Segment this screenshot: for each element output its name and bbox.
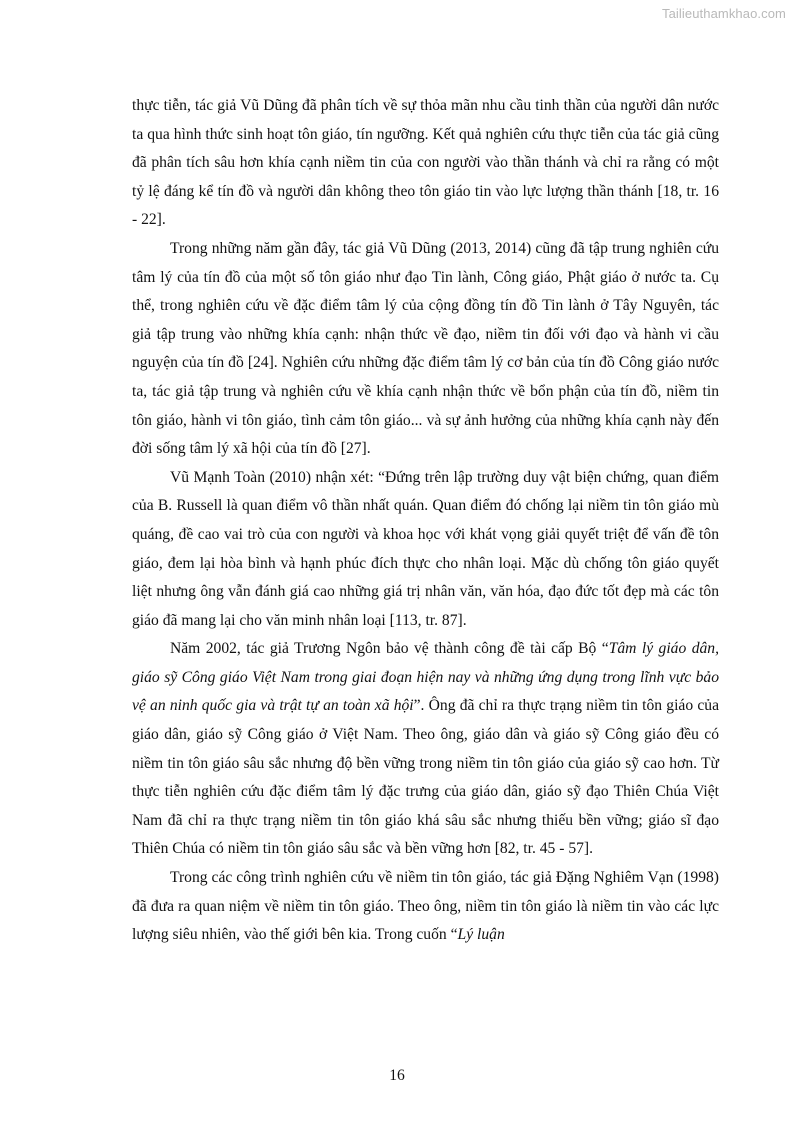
paragraph-3: Vũ Mạnh Toàn (2010) nhận xét: “Đứng trên lập trường duy vật biện chứng, quan điểm của B. Russell là quan điểm vô thần nhất quán. Quan điểm đó chống lại niềm tin tôn giáo mù quáng, đề cao vai trò của con người và khoa học với khát vọng giải quyết triệt để vấn đề tôn giáo, đem lại hòa bình và hạnh phúc đích thực cho nhân loại. Mặc dù chống tôn giáo quyết liệt nhưng ông vẫn đánh giá cao những giá trị nhân văn, văn hóa, đạo đức tốt đẹp mà các tôn giáo đã mang lại cho văn minh nhân loại [113, tr. 87]. — [132, 468, 719, 629]
document-body — [132, 92, 719, 950]
paragraph-4-text-after: ”. Ông đã chỉ ra thực trạng niềm tin tôn giáo của giáo dân, giáo sỹ Công giáo ở Việt Nam. Theo ông, giáo dân và giáo sỹ Công giáo đều có niềm tin tôn giáo sâu sắc nhưng độ bền vững trong niềm tin tôn giáo của giáo sỹ cao hơn. Từ thực tiễn nghiên cứu đặc điểm tâm lý đặc trưng của giáo dân, giáo sỹ đạo Thiên Chúa Việt Nam đã chỉ ra thực trạng niềm tin tôn giáo khá sâu sắc nhưng thiếu bền vững; giáo sĩ đạo Thiên Chúa có niềm tin tôn giáo sâu sắc và bền vững hơn [82, tr. 45 - 57]. — [132, 697, 719, 858]
paragraph-5 — [132, 864, 719, 950]
paragraph-4-title-italic: Tâm lý giáo dân, giáo sỹ Công giáo Việt Nam trong giai đoạn hiện nay và những ứng dụng trong lĩnh vực bảo vệ an ninh quốc gia và trật tự an toàn xã hội — [132, 640, 719, 715]
page-number: 16 — [389, 1067, 405, 1084]
paragraph-4-text-before: Năm 2002, tác giả Trương Ngôn bảo vệ thành công đề tài cấp Bộ “ — [170, 640, 609, 658]
paragraph-5-text-before: Trong các công trình nghiên cứu về niềm tin tôn giáo, tác giả Đặng Nghiêm Vạn (1998) đã đưa ra quan niệm về niềm tin tôn giáo. Theo ông, niềm tin tôn giáo là niềm tin vào các lực lượng siêu nhiên, vào thế giới bên kia. Trong cuốn “ — [132, 869, 719, 944]
paragraph-1: thực tiễn, tác giả Vũ Dũng đã phân tích về sự thỏa mãn nhu cầu tinh thần của người dân nước ta qua hình thức sinh hoạt tôn giáo, tín ngưỡng. Kết quả nghiên cứu thực tiễn của tác giả cũng đã phân tích sâu hơn khía cạnh niềm tin của con người vào thần thánh và chỉ ra rằng có một tỷ lệ đáng kể tín đồ và người dân không theo tôn giáo tin vào lực lượng thần thánh [18, tr. 16 - 22]. — [132, 97, 719, 229]
paragraph-4 — [132, 635, 719, 864]
watermark: Tailieuthamkhao.com — [661, 6, 786, 21]
paragraph-5-title-italic: Lý luận — [457, 926, 505, 944]
paragraph-2: Trong những năm gần đây, tác giả Vũ Dũng (2013, 2014) cũng đã tập trung nghiên cứu tâm lý của tín đồ của một số tôn giáo như đạo Tin lành, Công giáo, Phật giáo ở nước ta. Cụ thể, trong nghiên cứu về đặc điểm tâm lý của cộng đồng tín đồ Tin lành ở Tây Nguyên, tác giả tập trung vào những khía cạnh: nhận thức về đạo, niềm tin đối với đạo và hành vi cầu nguyện của tín đồ [24]. Nghiên cứu những đặc điểm tâm lý cơ bản của tín đồ Công giáo nước ta, tác giả tập trung và nghiên cứu về khía cạnh nhận thức về bổn phận của tín đồ, niềm tin tôn giáo, hành vi tôn giáo, tình cảm tôn giáo... và sự ảnh hưởng của những khía cạnh này đến đời sống tâm lý xã hội của tín đồ [27]. — [132, 239, 719, 458]
